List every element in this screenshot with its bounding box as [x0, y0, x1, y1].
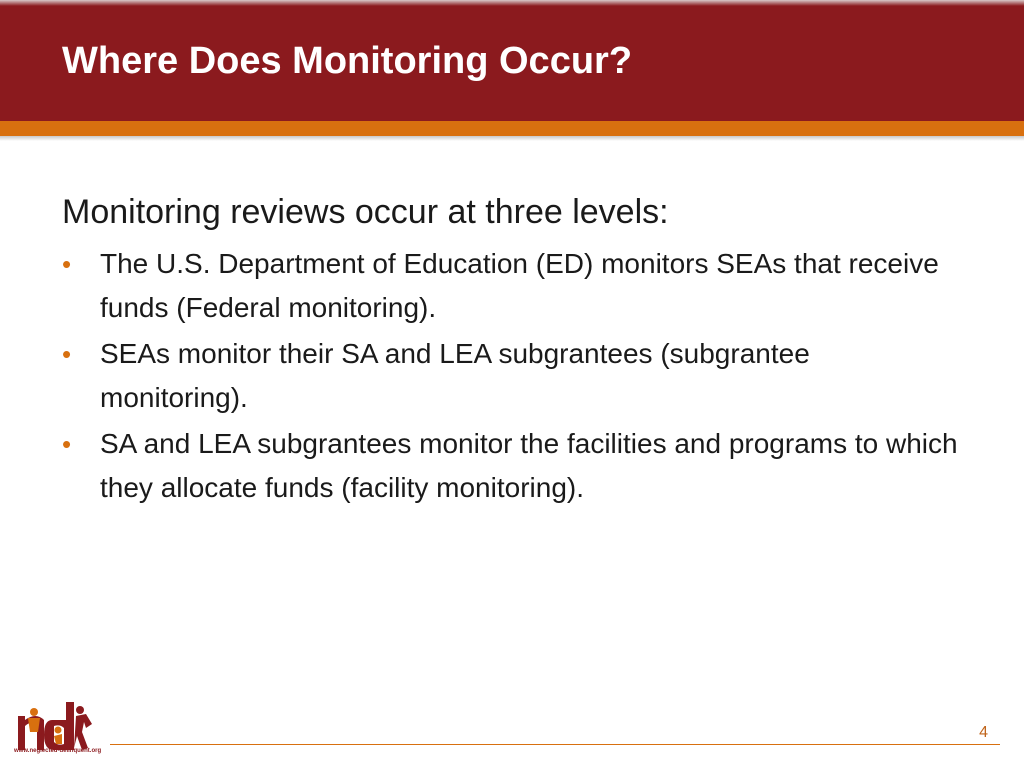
- bullet-text: SA and LEA subgrantees monitor the facilities and programs to which they allocate funds (facility monitoring).: [100, 428, 958, 503]
- title-bar: [0, 0, 1024, 121]
- accent-bar: [0, 121, 1024, 136]
- footer-divider: [110, 744, 1000, 745]
- bullet-text: The U.S. Department of Education (ED) monitors SEAs that receive funds (Federal monitoring).: [100, 248, 939, 323]
- slide-content: [62, 190, 962, 512]
- logo-url: www.neglected-delinquent.org: [14, 748, 102, 754]
- intro-text: Monitoring reviews occur at three levels:: [62, 193, 669, 231]
- bullet-item: [62, 242, 962, 330]
- bullet-icon: •: [62, 429, 72, 459]
- accent-shadow: [0, 136, 1024, 141]
- title-bar-shade: [0, 0, 1024, 6]
- bullet-list: [62, 242, 962, 510]
- bullet-item: [62, 422, 962, 510]
- bullet-icon: •: [62, 249, 72, 279]
- page-number: 4: [979, 724, 988, 741]
- bullet-icon: •: [62, 339, 72, 369]
- bullet-item: [62, 332, 962, 420]
- bullet-text: SEAs monitor their SA and LEA subgrantees (subgrantee monitoring).: [100, 338, 810, 413]
- slide-title: Where Does Monitoring Occur?: [62, 40, 633, 82]
